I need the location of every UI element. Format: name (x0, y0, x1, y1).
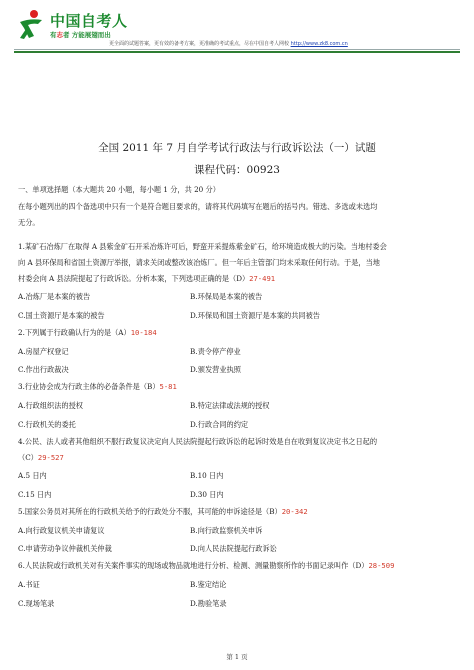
question-3-ref: 5-81 (159, 382, 177, 391)
question-5-option-b: B.向行政监察机关申诉 (190, 526, 263, 535)
question-1-line-3 (18, 275, 275, 282)
question-1-option-c: C.国土资源厅是本案的被告 (18, 311, 105, 320)
question-6-line-1 (18, 562, 394, 569)
header-divider (14, 49, 460, 50)
question-3-option-c: C.行政机关的委托 (18, 420, 76, 429)
slogan-post: 者 方能展翅而出 (63, 31, 111, 39)
question-4-ref: 29-527 (37, 453, 64, 462)
question-3-option-b: B.特定法律或法规的授权 (190, 401, 270, 410)
slogan-highlight: 志 (56, 31, 63, 39)
page-number: 第 1 页 (226, 653, 248, 661)
question-2-option-c: C.作出行政裁决 (18, 365, 69, 374)
question-1-text: 村委会向 A 县法院提起了行政诉讼。分析本案，下列选项正确的是（D） (18, 274, 250, 283)
running-person-logo-icon (14, 8, 48, 42)
question-2-option-b: B.责令停产停业 (190, 347, 241, 356)
question-5-option-d: D.向人民法院提起行政诉讼 (190, 544, 277, 553)
question-5-line-1 (18, 508, 308, 515)
question-5-option-a: A.向行政复议机关申请复议 (18, 526, 105, 535)
question-4-option-a: A.5 日内 (18, 471, 47, 480)
question-4-option-c: C.15 日内 (18, 490, 52, 499)
brand-slogan (50, 30, 111, 39)
question-2-option-d: D.颁发营业执照 (190, 365, 241, 374)
question-3-option-d: D.行政合同的约定 (190, 420, 249, 429)
section-heading: 一、单项选择题（本大题共 20 小题，每小题 1 分，共 20 分） (18, 185, 220, 194)
question-1-ref: 27-491 (249, 274, 276, 283)
question-6-option-c: C.现场笔录 (18, 599, 55, 608)
question-4-line-2 (18, 454, 64, 461)
question-5-text: 5.国家公务员对其所在的行政机关给予的行政处分不服，其可能的申诉途径是（B） (18, 507, 282, 516)
tagline-text: 更全面的试题答案，更有效的备考方案，更准确的考试重点，尽在中国自考人网校 (109, 41, 290, 47)
header-divider-green (14, 51, 460, 53)
instructions-line-2: 无分。 (18, 218, 40, 227)
question-3-line-1 (18, 383, 177, 390)
question-4-option-b: B.10 日内 (190, 471, 224, 480)
instructions-line-1: 在每小题列出的四个备选项中只有一个是符合题目要求的，请将其代码填写在题后的括号内。错选、多选或未选均 (18, 202, 378, 211)
brand-name: 中国自考人 (50, 12, 128, 30)
question-6-ref: 28-509 (368, 561, 395, 570)
question-3-option-a: A.行政组织法的授权 (18, 401, 83, 410)
header-tagline (109, 40, 464, 47)
question-4-line-1: 4.公民、法人或者其他组织不服行政复议决定向人民法院提起行政诉讼的起诉时效是自在收到复议决定书之日起的 (18, 437, 378, 446)
exam-title: 全国 2011 年 7 月自学考试行政法与行政诉讼法（一）试题 (98, 142, 376, 154)
website-link[interactable]: http://www.zk8.com.cn (290, 41, 348, 47)
slogan-pre: 有 (50, 31, 57, 39)
question-6-text: 6.人民法院或行政机关对有关案件事实的现场或物品就地进行分析、检测、测量勘察所作的书面记录叫作（D） (18, 561, 369, 570)
question-2-text: 2.下列属于行政确认行为的是（A） (18, 328, 131, 337)
question-4-text: （C） (18, 453, 38, 462)
question-5-option-c: C.申请劳动争议仲裁机关仲裁 (18, 544, 112, 553)
question-6-option-d: D.勘验笔录 (190, 599, 227, 608)
question-1-option-a: A.冶炼厂是本案的被告 (18, 292, 91, 301)
page-header (14, 8, 460, 54)
course-code: 课程代码：00923 (194, 164, 280, 176)
question-2-line-1 (18, 329, 157, 336)
question-4-option-d: D.30 日内 (190, 490, 224, 499)
question-2-ref: 10-184 (130, 328, 157, 337)
question-5-ref: 20-342 (281, 507, 308, 516)
question-6-option-a: A.书证 (18, 580, 40, 589)
question-1-line-1: 1.某矿石冶炼厂在取得 A 县紫金矿石开采冶炼许可后，野蛮开采提炼紫金矿石，给环境造成极大的污染。当地村委会 (18, 242, 387, 251)
question-2-option-a: A.房屋产权登记 (18, 347, 69, 356)
question-1-line-2: 向 A 县环保局和省国土资源厅举报，请求关闭或整改该冶炼厂。但一年后主管部门均未采取任何行动。于是，当地 (18, 258, 380, 267)
question-1-option-d: D.环保局和国土资源厅是本案的共同被告 (190, 311, 320, 320)
question-6-option-b: B.鉴定结论 (190, 580, 227, 589)
question-1-option-b: B.环保局是本案的被告 (190, 292, 263, 301)
question-3-text: 3.行业协会成为行政主体的必备条件是（B） (18, 382, 160, 391)
